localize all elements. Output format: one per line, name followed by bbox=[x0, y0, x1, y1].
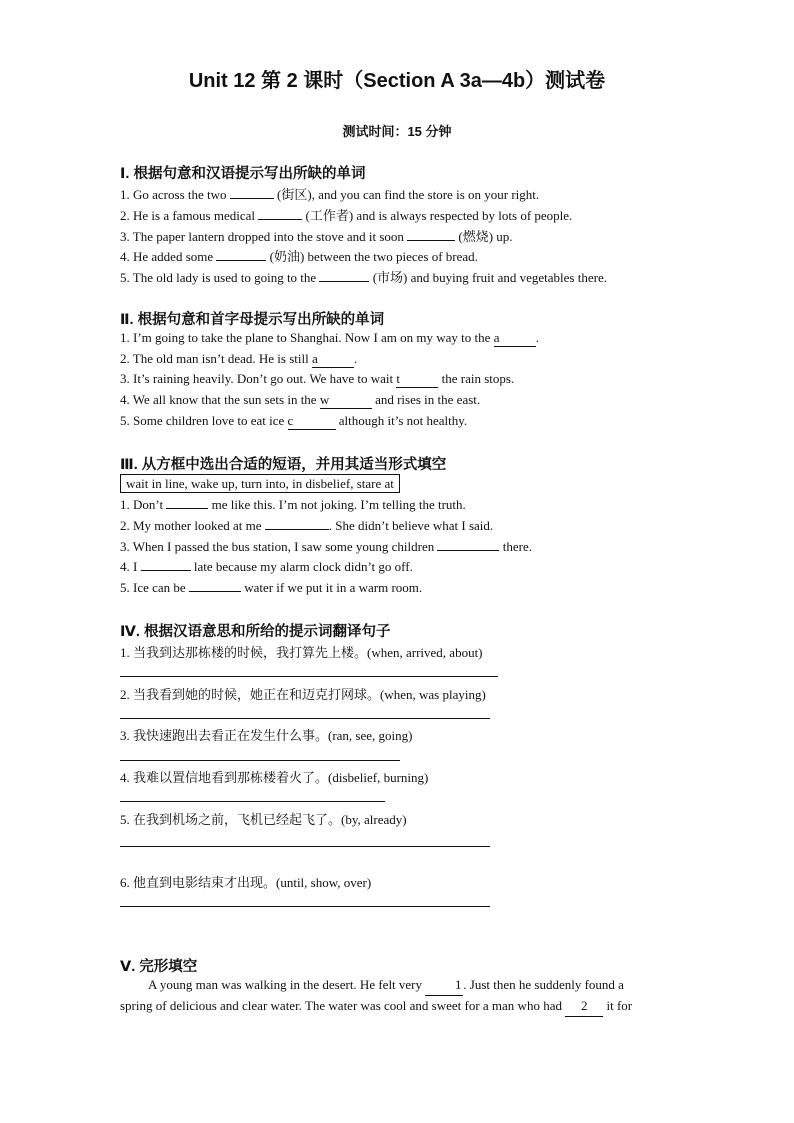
phrase-box: wait in line, wake up, turn into, in disbelief, stare at bbox=[120, 474, 400, 493]
list-item: 2. 当我看到她的时候，她正在和迈克打网球。(when, was playing) bbox=[120, 687, 486, 702]
section3-heading: Ⅲ. 从方框中选出合适的短语，并用其适当形式填空 bbox=[120, 457, 447, 473]
list-item: 2. He is a famous medical (工作者) and is always respected by lots of people. bbox=[120, 208, 573, 223]
list-item: 3. It’s raining heavily. Don’t go out. We have to wait t the rain stops. bbox=[120, 371, 515, 386]
list-item: 6. 他直到电影结束才出现。(until, show, over) bbox=[120, 875, 372, 890]
answer-line bbox=[120, 801, 385, 802]
section4-heading: Ⅳ. 根据汉语意思和所给的提示词翻译句子 bbox=[120, 624, 391, 640]
list-item: 1. I’m going to take the plane to Shanghai. Now I am on my way to the a . bbox=[120, 330, 539, 345]
list-item: 5. Some children love to eat ice c although it’s not healthy. bbox=[120, 413, 468, 428]
list-item: 5. 在我到机场之前，飞机已经起飞了。(by, already) bbox=[120, 812, 407, 827]
list-item: 3. 我快速跑出去看正在发生什么事。(ran, see, going) bbox=[120, 728, 413, 743]
answer-line bbox=[120, 906, 490, 907]
answer-line bbox=[120, 718, 490, 719]
answer-line bbox=[120, 846, 490, 847]
answer-line bbox=[120, 676, 498, 677]
list-item: 1. 当我到达那栋楼的时候，我打算先上楼。(when, arrived, about) bbox=[120, 645, 483, 660]
cloze-blank-2: 2 bbox=[565, 995, 603, 1017]
test-time: 测试时间：15 分钟 bbox=[342, 124, 452, 139]
list-item: 2. The old man isn’t dead. He is still a . bbox=[120, 351, 358, 366]
list-item: 5. The old lady is used to going to the (市场) and buying fruit and vegetables there. bbox=[120, 270, 607, 285]
list-item: 4. We all know that the sun sets in the w and rises in the east. bbox=[120, 392, 481, 407]
passage-line-1: A young man was walking in the desert. He felt very 1 . Just then he suddenly found a bbox=[120, 974, 675, 996]
section5-heading: Ⅴ. 完形填空 bbox=[120, 959, 198, 975]
cloze-blank-1: 1 bbox=[425, 974, 463, 996]
list-item: 4. He added some (奶油) between the two pieces of bread. bbox=[120, 249, 478, 264]
list-item: 3. The paper lantern dropped into the stove and it soon (燃烧) up. bbox=[120, 229, 513, 244]
list-item: 2. My mother looked at me . She didn’t believe what I said. bbox=[120, 518, 494, 533]
section1-heading: Ⅰ. 根据句意和汉语提示写出所缺的单词 bbox=[120, 166, 366, 182]
list-item: 1. Don’t me like this. I’m not joking. I’m telling the truth. bbox=[120, 497, 466, 512]
answer-line bbox=[120, 760, 400, 761]
list-item: 1. Go across the two (街区), and you can find the store is on your right. bbox=[120, 187, 540, 202]
list-item: 3. When I passed the bus station, I saw some young children there. bbox=[120, 539, 532, 554]
list-item: 4. 我难以置信地看到那栋楼着火了。(disbelief, burning) bbox=[120, 770, 429, 785]
passage-line-2: spring of delicious and clear water. The water was cool and sweet for a man who had 2 it for bbox=[120, 995, 675, 1017]
section2-heading: Ⅱ. 根据句意和首字母提示写出所缺的单词 bbox=[120, 312, 385, 328]
list-item: 5. Ice can be water if we put it in a warm room. bbox=[120, 580, 423, 595]
page-title: Unit 12 第 2 课时（Section A 3a—4b）测试卷 bbox=[188, 70, 606, 92]
list-item: 4. I late because my alarm clock didn’t go off. bbox=[120, 559, 413, 574]
